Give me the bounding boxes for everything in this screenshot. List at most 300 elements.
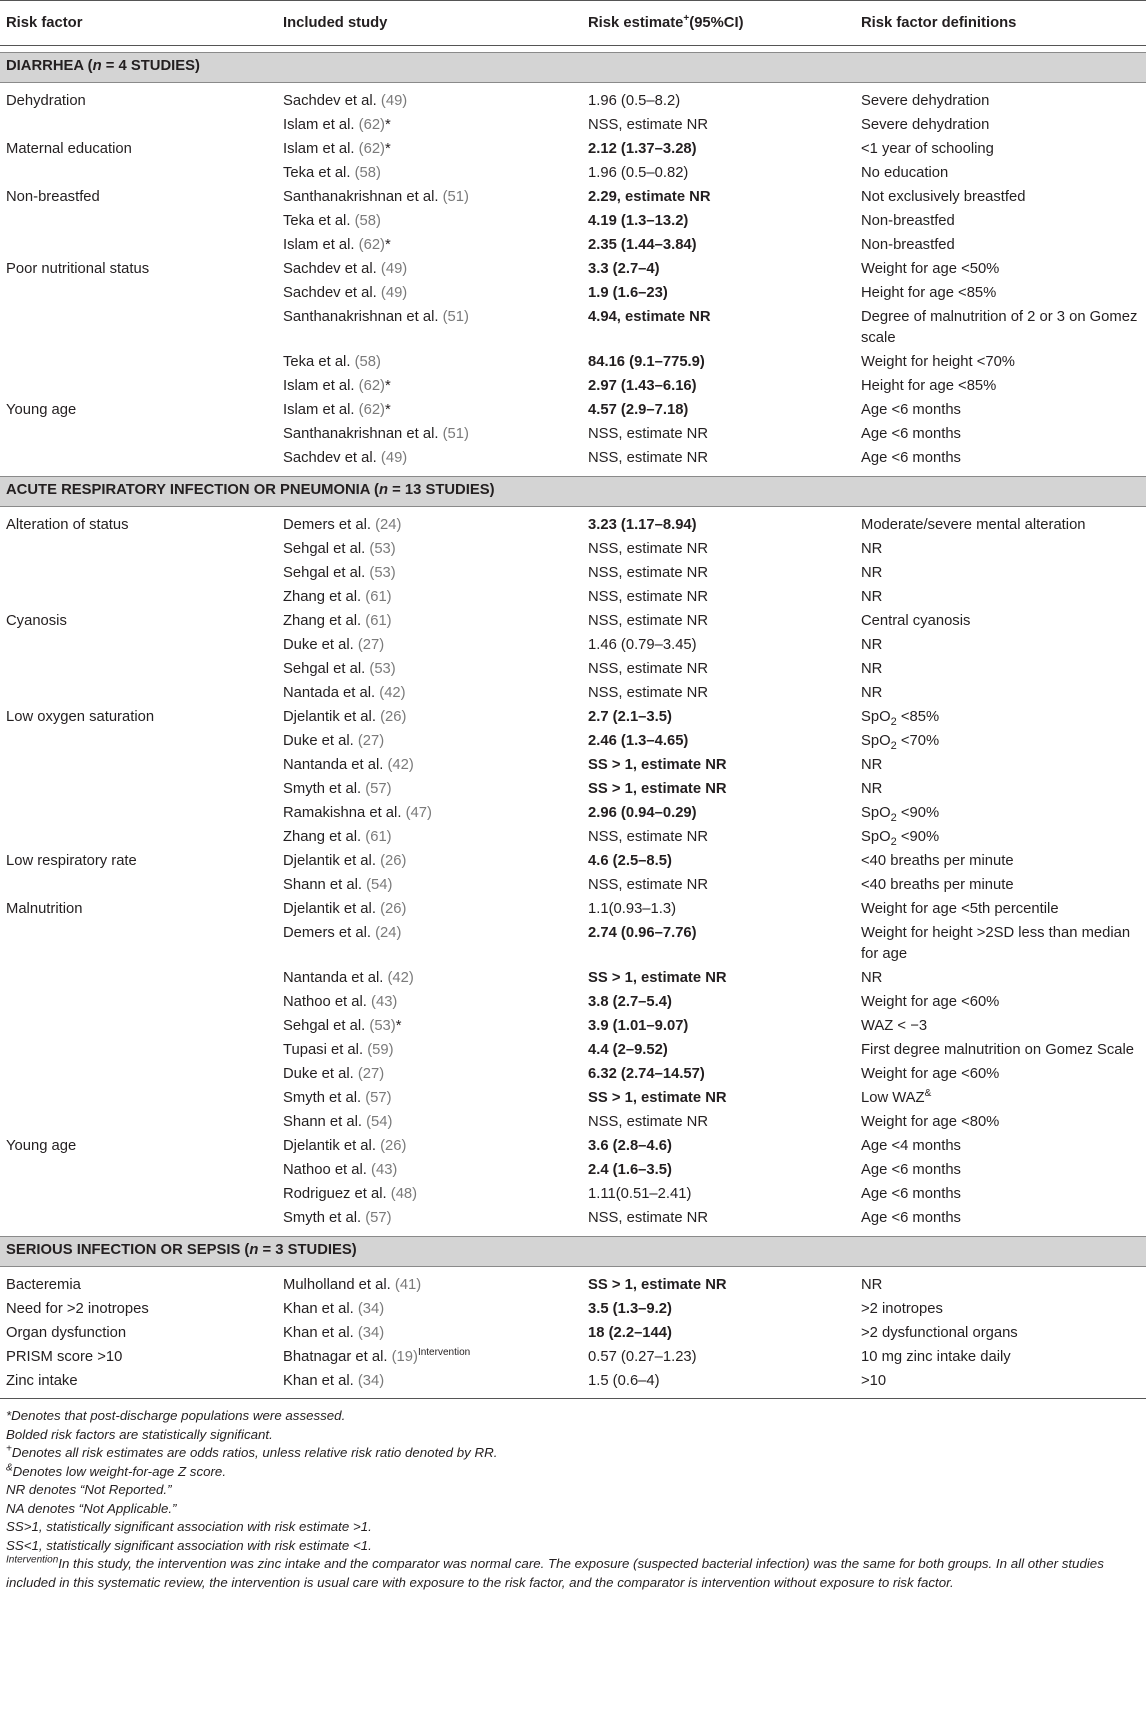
definition-cell [855, 281, 1146, 305]
footnote [6, 1537, 1140, 1556]
risk-estimate-cell [582, 1182, 855, 1206]
definition-text: Age <6 months [861, 1210, 961, 1226]
definition-text: Weight for age <5th percentile [861, 901, 1059, 917]
risk-estimate: NSS, estimate NR [588, 661, 709, 677]
study-reference[interactable]: (48) [390, 1186, 418, 1202]
included-study-cell [277, 681, 582, 705]
risk-estimate-significant: 3.6 (2.8–4.6) [588, 1138, 672, 1154]
spo2-label: SpO [861, 733, 891, 749]
definition-text: Height for age <85% [861, 378, 997, 394]
study-reference[interactable]: (42) [379, 685, 406, 701]
risk-estimate-cell [582, 561, 855, 585]
table-row [0, 1345, 1146, 1369]
definition-cell [855, 753, 1146, 777]
table-body [0, 46, 1146, 1399]
study-name: Duke et al. [283, 637, 354, 653]
spo2-threshold: <90% [900, 805, 940, 821]
study-reference[interactable]: (34) [357, 1301, 385, 1317]
risk-factor-cell: Need for >2 inotropes [6, 1301, 149, 1317]
definition-cell [855, 89, 1146, 113]
risk-estimate-significant: SS > 1, estimate NR [588, 1277, 727, 1293]
spo2-subscript: 2 [890, 739, 897, 752]
study-name: Sehgal et al. [283, 1018, 366, 1034]
table-row [0, 561, 1146, 585]
risk-factor-cell [0, 305, 277, 350]
study-name: Sachdev et al. [283, 285, 377, 301]
study-reference[interactable]: (49) [380, 93, 408, 109]
risk-estimate-cell [582, 777, 855, 801]
study-reference[interactable]: (24) [375, 925, 402, 941]
definition-text: Weight for height <70% [861, 354, 1015, 370]
included-study-cell [277, 422, 582, 446]
risk-estimate-cell [582, 446, 855, 470]
table-row [0, 966, 1146, 990]
table-row [0, 705, 1146, 729]
definition-cell [855, 1134, 1146, 1158]
table-row [0, 1086, 1146, 1110]
table-row [0, 585, 1146, 609]
definition-cell [855, 185, 1146, 209]
study-name: Islam et al. [283, 402, 355, 418]
definition-cell [855, 561, 1146, 585]
study-name: Demers et al. [283, 517, 371, 533]
study-reference[interactable]: (62) [358, 141, 385, 157]
study-reference[interactable]: (49) [380, 261, 408, 277]
study-reference[interactable]: (27) [357, 637, 385, 653]
study-reference[interactable]: (27) [357, 1066, 385, 1082]
definition-cell [855, 1062, 1146, 1086]
study-name: Sehgal et al. [283, 541, 366, 557]
risk-factor-cell: Young age [6, 402, 77, 418]
risk-estimate-significant: 3.23 (1.17–8.94) [588, 517, 697, 533]
definition-text: Not exclusively breastfed [861, 189, 1026, 205]
risk-estimate: NSS, estimate NR [588, 685, 709, 701]
study-reference[interactable]: (61) [365, 589, 392, 605]
table-row [0, 305, 1146, 350]
header-included-study: Included study [277, 1, 582, 46]
spo2-subscript: 2 [890, 835, 897, 848]
definition-text: No education [861, 165, 949, 181]
definition-cell [855, 585, 1146, 609]
risk-estimate-significant: 2.35 (1.44–3.84) [588, 237, 697, 253]
table-footnotes [0, 1399, 1146, 1592]
study-reference[interactable]: (47) [405, 805, 432, 821]
risk-factor-cell [0, 161, 277, 185]
study-reference[interactable]: (58) [354, 213, 381, 229]
definition-cell [855, 990, 1146, 1014]
footnote-mark: & [6, 1462, 13, 1474]
risk-estimate-cell [582, 705, 855, 729]
study-reference[interactable]: (49) [380, 450, 408, 466]
header-risk-estimate-label: Risk estimate [588, 15, 684, 31]
study-reference[interactable]: (62) [358, 237, 385, 253]
risk-estimate-cell [582, 585, 855, 609]
study-reference[interactable]: (41) [394, 1277, 422, 1293]
section-title-suffix: = 4 STUDIES) [101, 58, 200, 74]
risk-factor-cell: Malnutrition [6, 901, 83, 917]
spo2-label: SpO [861, 709, 891, 725]
study-reference[interactable]: (54) [366, 877, 393, 893]
study-name: Islam et al. [283, 378, 355, 394]
included-study-cell [277, 161, 582, 185]
definition-cell [855, 609, 1146, 633]
risk-factor-cell: Zinc intake [0, 1369, 277, 1399]
definition-cell [855, 849, 1146, 873]
risk-estimate-cell [582, 1014, 855, 1038]
included-study-cell [277, 633, 582, 657]
study-name: Djelantik et al. [283, 1138, 376, 1154]
study-name: Sehgal et al. [283, 661, 366, 677]
study-name: Sachdev et al. [283, 93, 377, 109]
risk-estimate-cell [582, 374, 855, 398]
definition-cell [855, 513, 1146, 537]
included-study-cell [277, 897, 582, 921]
definition-text: Weight for age <60% [861, 1066, 1000, 1082]
section-header-row [0, 1237, 1146, 1267]
spacer-row [0, 46, 1146, 53]
definition-cell [855, 777, 1146, 801]
study-name: Islam et al. [283, 117, 355, 133]
study-reference[interactable]: (51) [442, 426, 469, 442]
study-name: Mulholland et al. [283, 1277, 391, 1293]
risk-estimate: 1.46 (0.79–3.45) [588, 637, 697, 653]
study-name: Santhanakrishnan et al. [283, 309, 439, 325]
risk-estimate-cell [582, 257, 855, 281]
study-reference[interactable]: (62) [358, 378, 385, 394]
section-title-suffix: = 3 STUDIES) [258, 1242, 357, 1258]
included-study-cell [277, 873, 582, 897]
risk-estimate-cell [582, 89, 855, 113]
included-study-cell [277, 446, 582, 470]
study-name: Teka et al. [283, 165, 351, 181]
section-title [0, 53, 1146, 83]
risk-estimate-cell [582, 990, 855, 1014]
risk-estimate-cell [582, 209, 855, 233]
study-reference[interactable]: (34) [357, 1325, 385, 1341]
definition-text: Weight for age <50% [861, 261, 1000, 277]
risk-estimate-significant: 3.8 (2.7–5.4) [588, 994, 672, 1010]
study-reference[interactable]: (53) [369, 1018, 396, 1034]
spo2-subscript: 2 [890, 715, 897, 728]
risk-factor-cell [0, 921, 277, 966]
risk-estimate-significant: 4.4 (2–9.52) [588, 1042, 668, 1058]
spo2-label: SpO [861, 829, 891, 845]
section-title [0, 1237, 1146, 1267]
study-reference[interactable]: (61) [365, 613, 392, 629]
risk-factor-cell [0, 561, 277, 585]
section-title [0, 477, 1146, 507]
table-row [0, 1206, 1146, 1230]
included-study-cell [277, 374, 582, 398]
section-title-suffix: = 13 STUDIES) [388, 482, 495, 498]
risk-factor-cell [0, 1110, 277, 1134]
risk-estimate-cell [582, 633, 855, 657]
study-reference[interactable]: (26) [380, 709, 407, 725]
risk-estimate-cell [582, 1273, 855, 1297]
definition-text: >2 dysfunctional organs [861, 1325, 1018, 1341]
table-header [0, 1, 1146, 46]
included-study-cell [277, 990, 582, 1014]
definition-text: NR [861, 685, 883, 701]
footnote [6, 1463, 1140, 1482]
table-row [0, 374, 1146, 398]
study-reference[interactable]: (51) [442, 189, 469, 205]
definition-text: Severe dehydration [861, 93, 990, 109]
table-row [0, 729, 1146, 753]
post-discharge-mark: * [395, 1018, 402, 1034]
included-study-cell [277, 185, 582, 209]
table-row [0, 1297, 1146, 1321]
risk-estimate-cell [582, 137, 855, 161]
risk-factor-cell: Organ dysfunction [6, 1325, 127, 1341]
risk-factor-cell [0, 585, 277, 609]
risk-factor-cell [0, 233, 277, 257]
definition-text: Weight for age <60% [861, 994, 1000, 1010]
definition-cell [855, 1206, 1146, 1230]
definition-cell [855, 1014, 1146, 1038]
definition-text: >2 inotropes [861, 1301, 943, 1317]
risk-estimate-significant: 2.46 (1.3–4.65) [588, 733, 689, 749]
definition-text: Degree of malnutrition of 2 or 3 on Gomez scale [861, 309, 1138, 346]
definition-text: NR [861, 637, 883, 653]
included-study-cell [277, 1086, 582, 1110]
study-name: Khan et al. [283, 1373, 354, 1389]
risk-estimate-cell [582, 1062, 855, 1086]
risk-estimate-significant: 84.16 (9.1–775.9) [588, 354, 705, 370]
study-reference[interactable]: (42) [387, 757, 414, 773]
study-reference[interactable]: (42) [387, 970, 414, 986]
study-name: Shann et al. [283, 877, 362, 893]
risk-estimate-cell [582, 233, 855, 257]
definition-text: <40 breaths per minute [861, 877, 1014, 893]
risk-factor-cell [0, 990, 277, 1014]
risk-estimate: NSS, estimate NR [588, 613, 709, 629]
risk-estimate: NSS, estimate NR [588, 589, 709, 605]
risk-estimate: NSS, estimate NR [588, 877, 709, 893]
study-reference[interactable]: (53) [369, 565, 396, 581]
risk-factor-cell: Cyanosis [6, 613, 67, 629]
study-reference[interactable]: (62) [358, 117, 385, 133]
risk-factor-cell: Low oxygen saturation [6, 709, 155, 725]
risk-factor-cell [0, 801, 277, 825]
table-row [0, 777, 1146, 801]
study-reference[interactable]: (54) [366, 1114, 393, 1130]
study-name: Djelantik et al. [283, 853, 376, 869]
risk-factor-cell [0, 1062, 277, 1086]
risk-estimate-significant: SS > 1, estimate NR [588, 970, 727, 986]
waz-footnote-mark: & [924, 1088, 932, 1100]
definition-cell [855, 1158, 1146, 1182]
included-study-cell [277, 1158, 582, 1182]
definition-text: Age <6 months [861, 1162, 961, 1178]
study-name: Rodriguez et al. [283, 1186, 387, 1202]
definition-text: Non-breastfed [861, 213, 955, 229]
risk-estimate-cell [582, 1110, 855, 1134]
risk-factor-cell [0, 1086, 277, 1110]
footnote-text: SS>1, statistically significant association with risk estimate >1. [6, 1519, 372, 1534]
study-reference[interactable]: (49) [380, 285, 408, 301]
risk-estimate-significant: 2.74 (0.96–7.76) [588, 925, 697, 941]
table-row [0, 513, 1146, 537]
included-study-cell [277, 1297, 582, 1321]
post-discharge-mark: * [385, 378, 391, 394]
spo2-threshold: <70% [900, 733, 940, 749]
table-row [0, 609, 1146, 633]
risk-estimate-cell [582, 513, 855, 537]
footnote [6, 1407, 1140, 1426]
risk-factor-cell [0, 350, 277, 374]
definition-text: Age <6 months [861, 426, 961, 442]
risk-estimate-cell [582, 681, 855, 705]
definition-cell [855, 825, 1146, 849]
study-name: Sachdev et al. [283, 261, 377, 277]
risk-estimate-cell [582, 1345, 855, 1369]
definition-text: WAZ < −3 [861, 1018, 928, 1034]
table-row [0, 1273, 1146, 1297]
risk-factor-cell [0, 281, 277, 305]
study-reference[interactable]: (57) [365, 1090, 392, 1106]
study-reference[interactable]: (43) [371, 994, 398, 1010]
study-reference[interactable]: (61) [365, 829, 392, 845]
study-name: Djelantik et al. [283, 901, 376, 917]
definition-cell [855, 137, 1146, 161]
intervention-mark: Intervention [417, 1347, 471, 1359]
included-study-cell [277, 966, 582, 990]
risk-estimate-cell [582, 1086, 855, 1110]
risk-estimate-cell [582, 281, 855, 305]
risk-estimate: 1.5 (0.6–4) [588, 1373, 660, 1389]
study-reference[interactable]: (24) [375, 517, 402, 533]
risk-estimate-significant: 6.32 (2.74–14.57) [588, 1066, 705, 1082]
risk-factor-cell [0, 537, 277, 561]
section-title-prefix: DIARRHEA ( [6, 58, 93, 74]
risk-estimate-cell [582, 185, 855, 209]
risk-estimate-cell [582, 849, 855, 873]
risk-factor-cell: Low respiratory rate [6, 853, 137, 869]
spo2-threshold: <85% [900, 709, 940, 725]
study-reference[interactable]: (27) [357, 733, 385, 749]
risk-factor-cell [0, 1038, 277, 1062]
study-name: Islam et al. [283, 141, 355, 157]
included-study-cell [277, 921, 582, 966]
study-reference[interactable]: (43) [371, 1162, 398, 1178]
table-row [0, 1110, 1146, 1134]
study-reference[interactable]: (34) [357, 1373, 385, 1389]
risk-estimate-significant: 2.29, estimate NR [588, 189, 711, 205]
risk-estimate-cell [582, 1038, 855, 1062]
risk-estimate-cell [582, 801, 855, 825]
table-row [0, 281, 1146, 305]
study-name: Santhanakrishnan et al. [283, 189, 439, 205]
study-name: Duke et al. [283, 1066, 354, 1082]
definition-text: Weight for age <80% [861, 1114, 1000, 1130]
study-name: Demers et al. [283, 925, 371, 941]
risk-estimate: NSS, estimate NR [588, 829, 709, 845]
risk-estimate-significant: 4.19 (1.3–13.2) [588, 213, 689, 229]
study-name: Sehgal et al. [283, 565, 366, 581]
included-study-cell [277, 801, 582, 825]
risk-estimate-cell [582, 609, 855, 633]
study-reference[interactable]: (53) [369, 661, 396, 677]
included-study-cell [277, 777, 582, 801]
risk-factor-cell [0, 209, 277, 233]
included-study-cell [277, 257, 582, 281]
footnote [6, 1426, 1140, 1445]
header-risk-factor: Risk factor [0, 1, 277, 46]
definition-cell [855, 966, 1146, 990]
spo2-label: SpO [861, 805, 891, 821]
table-row [0, 921, 1146, 966]
study-reference[interactable]: (26) [380, 1138, 407, 1154]
risk-factor-cell: PRISM score >10 [6, 1349, 123, 1365]
included-study-cell [277, 350, 582, 374]
table-row [0, 1182, 1146, 1206]
definition-cell [855, 1182, 1146, 1206]
post-discharge-mark: * [385, 402, 391, 418]
table-row [0, 1014, 1146, 1038]
included-study-cell [277, 1110, 582, 1134]
study-name: Djelantik et al. [283, 709, 376, 725]
study-reference[interactable]: (57) [365, 1210, 392, 1226]
table-row [0, 633, 1146, 657]
included-study-cell [277, 209, 582, 233]
included-study-cell [277, 398, 582, 422]
definition-text: First degree malnutrition on Gomez Scale [861, 1042, 1135, 1058]
post-discharge-mark: * [385, 117, 391, 133]
risk-estimate-cell [582, 753, 855, 777]
footnote-text: NR denotes “Not Reported.” [6, 1482, 172, 1497]
study-reference[interactable]: (26) [380, 853, 407, 869]
study-reference[interactable]: (19) [391, 1349, 418, 1365]
definition-cell [855, 374, 1146, 398]
risk-estimate-cell [582, 1158, 855, 1182]
risk-factor-cell [0, 1206, 277, 1230]
included-study-cell [277, 1014, 582, 1038]
footnote [6, 1500, 1140, 1519]
study-reference[interactable]: (58) [354, 165, 381, 181]
study-reference[interactable]: (53) [369, 541, 396, 557]
study-reference[interactable]: (59) [367, 1042, 394, 1058]
definition-cell [855, 705, 1146, 729]
definition-text: Weight for height >2SD less than median for age [861, 925, 1131, 962]
definition-text: <40 breaths per minute [861, 853, 1014, 869]
study-name: Smyth et al. [283, 1210, 362, 1226]
table-row [0, 825, 1146, 849]
study-reference[interactable]: (57) [365, 781, 392, 797]
study-reference[interactable]: (58) [354, 354, 381, 370]
definition-text: NR [861, 1277, 883, 1293]
footnote-text: NA denotes “Not Applicable.” [6, 1500, 177, 1516]
definition-cell [855, 161, 1146, 185]
section-title-prefix: ACUTE RESPIRATORY INFECTION OR PNEUMONIA ( [6, 482, 379, 498]
study-reference[interactable]: (51) [442, 309, 469, 325]
study-name: Teka et al. [283, 354, 351, 370]
risk-estimate-significant: 3.9 (1.01–9.07) [588, 1018, 689, 1034]
section-title-n: n [249, 1242, 259, 1258]
definition-text: Low WAZ [861, 1090, 925, 1106]
definition-text: Age <4 months [861, 1138, 961, 1154]
risk-estimate: NSS, estimate NR [588, 426, 709, 442]
study-reference[interactable]: (62) [358, 402, 385, 418]
study-name: Nantada et al. [283, 685, 376, 701]
table-row [0, 89, 1146, 113]
table-row [0, 257, 1146, 281]
table-row [0, 1134, 1146, 1158]
definition-text: <1 year of schooling [861, 141, 994, 157]
study-name: Zhang et al. [283, 829, 362, 845]
study-reference[interactable]: (26) [380, 901, 407, 917]
table-row [0, 1038, 1146, 1062]
